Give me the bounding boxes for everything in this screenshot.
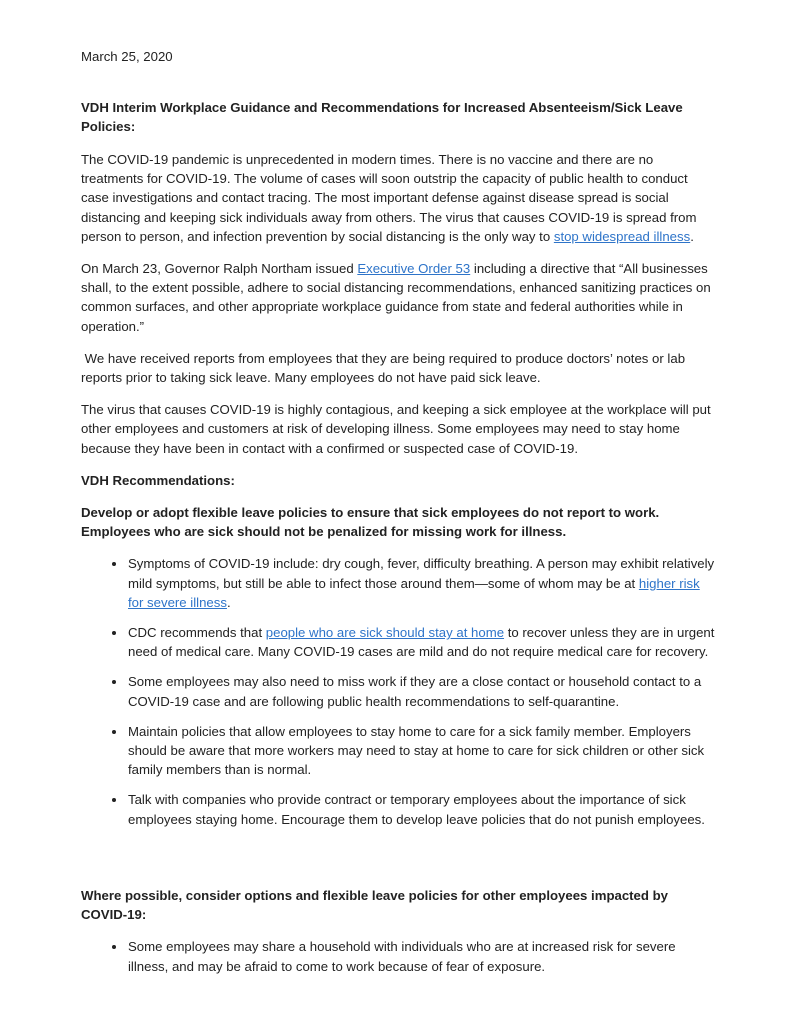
bullet-list	[81, 937, 717, 975]
bullet-item: • Maintain policies that allow employees to stay home to care for a sick family member. Employers should be aware that more workers may need to stay at home to care for sick children or other sick family members than is normal.	[127, 722, 717, 780]
paragraph: The virus that causes COVID-19 is highly contagious, and keeping a sick employee at the workplace will put other employees and customers at risk of developing illness. Some employees may need to stay home because they have been in contact with a confirmed or suspected case of COVID-19.	[81, 402, 711, 456]
bullet-item: • Talk with companies who provide contract or temporary employees about the importance of sick employees staying home. Encourage them to develop leave policies that do not punish employees.	[127, 790, 717, 828]
bullet-item: • Symptoms of COVID-19 include: dry cough, fever, difficulty breathing. A person may exhibit relatively mild symptoms, but still be able to infect those around them—some of whom may be at higher risk for severe illness.	[127, 554, 717, 612]
section-heading: Where possible, consider options and flexible leave policies for other employees impacted by COVID-19:	[81, 887, 669, 923]
section-heading: VDH Recommendations:	[81, 472, 235, 488]
document-date: March 25, 2020	[81, 49, 173, 64]
paragraph: The COVID-19 pandemic is unprecedented in modern times. There is no vaccine and there are no treatments for COVID-19. The volume of cases will soon outstrip the capacity of public health to conduct case investigations and contact tracing. The most important defense against disease spread is social distancing and keeping sick individuals away from others. The virus that causes COVID-19 is spread from person to person, and infection prevention by social distancing is the only way to stop widespread illness.	[81, 152, 697, 244]
document-title: VDH Interim Workplace Guidance and Recommendations for Increased Absenteeism/Sick Leave Policies:	[81, 100, 683, 134]
paragraph: We have received reports from employees that they are being required to produce doctors’ notes or lab reports prior to taking sick leave. Many employees do not have paid sick leave.	[81, 350, 686, 386]
bullet-item: • CDC recommends that people who are sick should stay at home to recover unless they are in urgent need of medical care. Many COVID-19 cases are mild and do not require medical care for recovery.	[127, 623, 717, 661]
hyperlink[interactable]: stop widespread illness	[553, 228, 691, 244]
document-body	[81, 150, 717, 976]
hyperlink[interactable]: Executive Order 53	[357, 261, 471, 277]
section-heading: Develop or adopt flexible leave policies to ensure that sick employees do not report to work. Employees who are sick should not be penalized for missing work for illness.	[81, 505, 660, 540]
paragraph: On March 23, Governor Ralph Northam issued Executive Order 53 including a directive that “All businesses shall, to the extent possible, adhere to social distancing recommendations, enhanced sanitizing practices on common surfaces, and other appropriate workplace guidance from state and federal authorities while in operation.”	[81, 261, 711, 334]
hyperlink[interactable]: higher risk for severe illness	[128, 575, 700, 610]
bullet-item: • Some employees may share a household with individuals who are at increased risk for severe illness, and may be afraid to come to work because of fear of exposure.	[127, 937, 717, 975]
bullet-item: • Some employees may also need to miss work if they are a close contact or household contact to a COVID-19 case and are following public health recommendations to self-quarantine.	[127, 672, 717, 710]
hyperlink[interactable]: people who are sick should stay at home	[265, 625, 505, 641]
bullet-list	[81, 554, 717, 828]
